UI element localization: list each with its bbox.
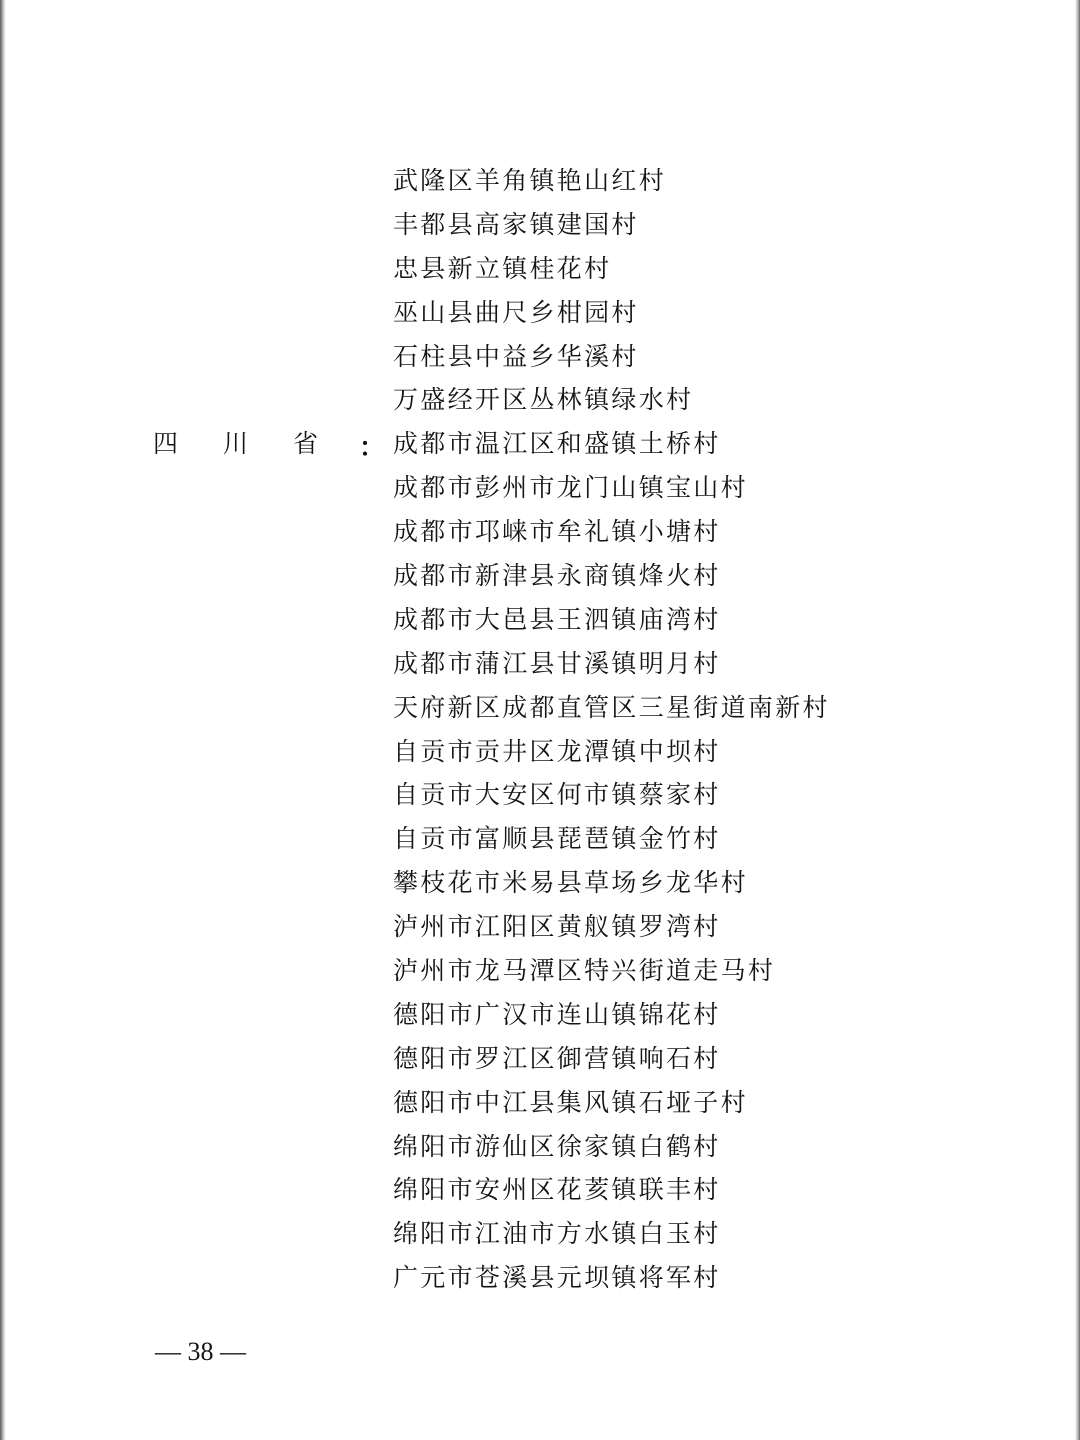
village-item: 自贡市贡井区龙潭镇中坝村 — [393, 736, 721, 766]
village-item: 成都市彭州市龙门山镇宝山村 — [393, 473, 748, 503]
village-item: 绵阳市安州区花荄镇联丰村 — [393, 1175, 721, 1205]
village-item: 绵阳市游仙区徐家镇白鹤村 — [393, 1131, 721, 1161]
page-edge-left — [0, 0, 6, 1440]
province-heading — [153, 426, 386, 463]
village-item: 武隆区羊角镇艳山红村 — [393, 166, 667, 195]
village-item: 自贡市富顺县琵琶镇金竹村 — [393, 824, 721, 854]
village-item: 成都市蒲江县甘溪镇明月村 — [393, 648, 721, 678]
village-item: 德阳市广汉市连山镇锦花村 — [393, 999, 721, 1029]
page-edge-right — [1075, 0, 1080, 1440]
village-item: 万盛经开区丛林镇绿水村 — [393, 385, 694, 415]
village-item: 丰都县高家镇建国村 — [393, 209, 639, 239]
village-item: 忠县新立镇桂花村 — [393, 253, 612, 283]
page-number: — 38 — — [155, 1337, 246, 1366]
village-item: 德阳市中江县集风镇石垭子村 — [393, 1087, 748, 1117]
village-item: 巫山县曲尺乡柑园村 — [393, 297, 639, 327]
village-item: 绵阳市江油市方水镇白玉村 — [393, 1219, 721, 1249]
village-item: 泸州市江阳区黄舣镇罗湾村 — [393, 912, 721, 942]
village-list — [393, 163, 830, 1304]
village-item: 泸州市龙马潭区特兴街道走马村 — [393, 956, 776, 986]
village-item: 广元市苍溪县元坝镇将军村 — [393, 1263, 721, 1293]
village-item: 成都市新津县永商镇烽火村 — [393, 561, 721, 591]
province-name: 四川省 — [153, 429, 364, 458]
village-item: 成都市邛崃市牟礼镇小塘村 — [393, 517, 721, 547]
village-item: 石柱县中益乡华溪村 — [393, 341, 639, 371]
village-item: 天府新区成都直管区三星街道南新村 — [393, 692, 830, 722]
village-item: 成都市温江区和盛镇土桥村 — [393, 429, 721, 459]
village-item: 德阳市罗江区御营镇响石村 — [393, 1043, 721, 1073]
village-item: 自贡市大安区何市镇蔡家村 — [393, 780, 721, 810]
village-item: 攀枝花市米易县草场乡龙华村 — [393, 868, 748, 898]
province-colon: ： — [359, 433, 386, 463]
village-item: 成都市大邑县王泗镇庙湾村 — [393, 604, 721, 634]
